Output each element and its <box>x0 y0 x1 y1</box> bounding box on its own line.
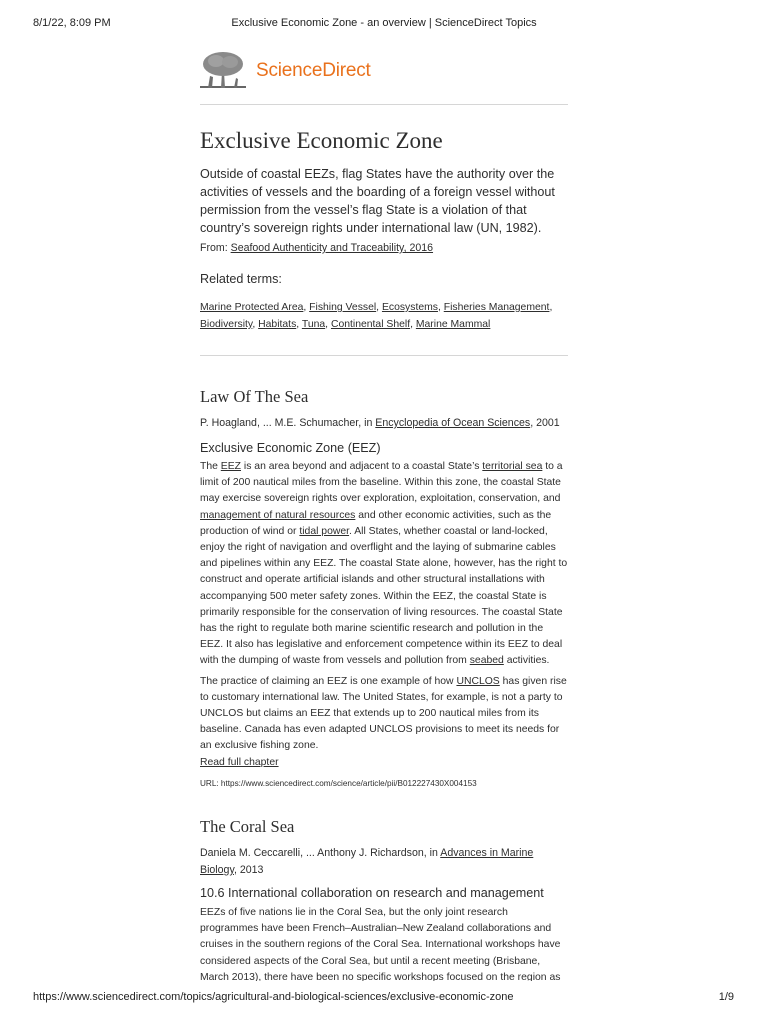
section-heading: Exclusive Economic Zone (EEZ) <box>200 441 381 455</box>
related-term[interactable]: Fishing Vessel <box>309 302 377 313</box>
brand-name: ScienceDirect <box>256 60 371 81</box>
glossary-link[interactable]: management of natural resources <box>200 509 356 521</box>
paragraph: The practice of claiming an EEZ is one example of how UNCLOS has given rise to customary international law. The United States, for example, is not a party to UNCLOS but claims an EEZ that extends up to 200 nautical miles from its baseline. Canada has even adapted UNCLOS provisions to meet its needs for an exclusive fishing zone. <box>200 675 567 752</box>
divider <box>200 355 568 356</box>
related-term[interactable]: Continental Shelf <box>330 319 411 330</box>
read-full-chapter-link[interactable]: Read full chapter <box>200 757 279 768</box>
related-term[interactable]: Biodiversity <box>200 319 253 330</box>
book-link[interactable]: Advances in Marine Biology <box>200 847 534 876</box>
book-link[interactable]: Encyclopedia of Ocean Sciences <box>375 417 531 429</box>
chapter-url: URL: https://www.sciencedirect.com/science/article/pii/B012227430X004153 <box>200 779 477 788</box>
chapter-authors: P. Hoagland, ... M.E. Schumacher, in <box>200 417 373 429</box>
elsevier-tree-icon <box>200 50 246 90</box>
chapter-body <box>200 459 568 755</box>
glossary-link[interactable]: tidal power <box>299 525 350 537</box>
related-terms-label: Related terms: <box>200 272 282 286</box>
print-date: 8/1/22, 8:09 PM <box>33 17 111 29</box>
paragraph: The EEZ is an area beyond and adjacent to a coastal State’s territorial sea to a limit of 200 nautical miles from the baseline. Within this zone, the coastal State may exercise sovereign rights over exploration, exploitation, conservation, and management of natural resources and other economic activities, such as the production of wind or tidal power. All States, whether coastal or land-locked, enjoy the right of navigation and overflight and the laying of submarine cables and pipelines within any EEZ. The coastal State alone, however, has the right to construct and operate artificial islands and other structural installations with accompanying 500 meter safety zones. Within the EEZ, the coastal State is primarily responsible for the conservation of living resources. The coastal State has the right to regulate both marine scientific research and pollution in the EEZ. It also has legislative and enforcement competence within its EEZ to deal with the dumping of waste from vessels and pollution from seabed activities. <box>200 461 568 667</box>
glossary-link[interactable]: UNCLOS <box>456 675 500 687</box>
chapter-citation <box>200 415 568 432</box>
glossary-link[interactable]: EEZ <box>220 461 242 472</box>
definition-source <box>200 242 568 254</box>
related-term[interactable]: Ecosystems <box>381 302 438 313</box>
print-url: https://www.sciencedirect.com/topics/agricultural-and-biological-sciences/exclusive-economic-zone <box>33 991 514 1003</box>
paragraph: EEZs of five nations lie in the Coral Sea, but the only joint research programmes have been French–Australian–New Zealand collaborations and cruises in the southern regions of the Coral Sea. International workshops have considered aspects of the Coral Sea, but until a recent meeting (Brisbane, March 2013), there have been no specific workshops focused on the region as <box>200 907 561 981</box>
related-term[interactable]: Tuna <box>301 319 326 330</box>
divider <box>200 104 568 105</box>
chapter-year: , 2001 <box>530 417 560 429</box>
chapter-body <box>200 905 568 981</box>
related-term[interactable]: Marine Mammal <box>415 319 491 330</box>
chapter-citation <box>200 845 568 879</box>
glossary-link[interactable]: seabed <box>469 655 504 667</box>
topic-definition: Outside of coastal EEZs, flag States have the authority over the activities of vessels and the boarding of a foreign vessel without permission from the vessel’s flag State is a violation of that country’s sovereign rights under international law (UN, 1982). <box>200 167 555 235</box>
related-term[interactable]: Habitats <box>258 319 297 330</box>
from-label: From: <box>200 242 228 254</box>
chapter-title[interactable]: Law Of The Sea <box>200 387 309 406</box>
chapter-authors: Daniela M. Ceccarelli, ... Anthony J. Richardson, in <box>200 847 438 859</box>
sciencedirect-logo[interactable] <box>200 50 568 92</box>
related-terms-list: Marine Protected Area, Fishing Vessel, Ecosystems, Fisheries Management, Biodiversity, Habitats, Tuna, Continental Shelf, Marine Mammal <box>200 302 553 330</box>
read-full-chapter <box>200 757 568 768</box>
print-page-title: Exclusive Economic Zone - an overview | ScienceDirect Topics <box>231 17 537 29</box>
glossary-link[interactable]: territorial sea <box>482 461 543 472</box>
page-number: 1/9 <box>718 991 734 1003</box>
page-title: Exclusive Economic Zone <box>200 128 443 153</box>
related-term[interactable]: Fisheries Management <box>443 302 550 313</box>
section-heading: 10.6 International collaboration on research and management <box>200 886 544 900</box>
chapter-title[interactable]: The Coral Sea <box>200 817 295 836</box>
chapter-year: , 2013 <box>233 864 264 876</box>
source-link[interactable]: Seafood Authenticity and Traceability, 2016 <box>230 242 434 254</box>
related-term[interactable]: Marine Protected Area <box>200 302 304 313</box>
